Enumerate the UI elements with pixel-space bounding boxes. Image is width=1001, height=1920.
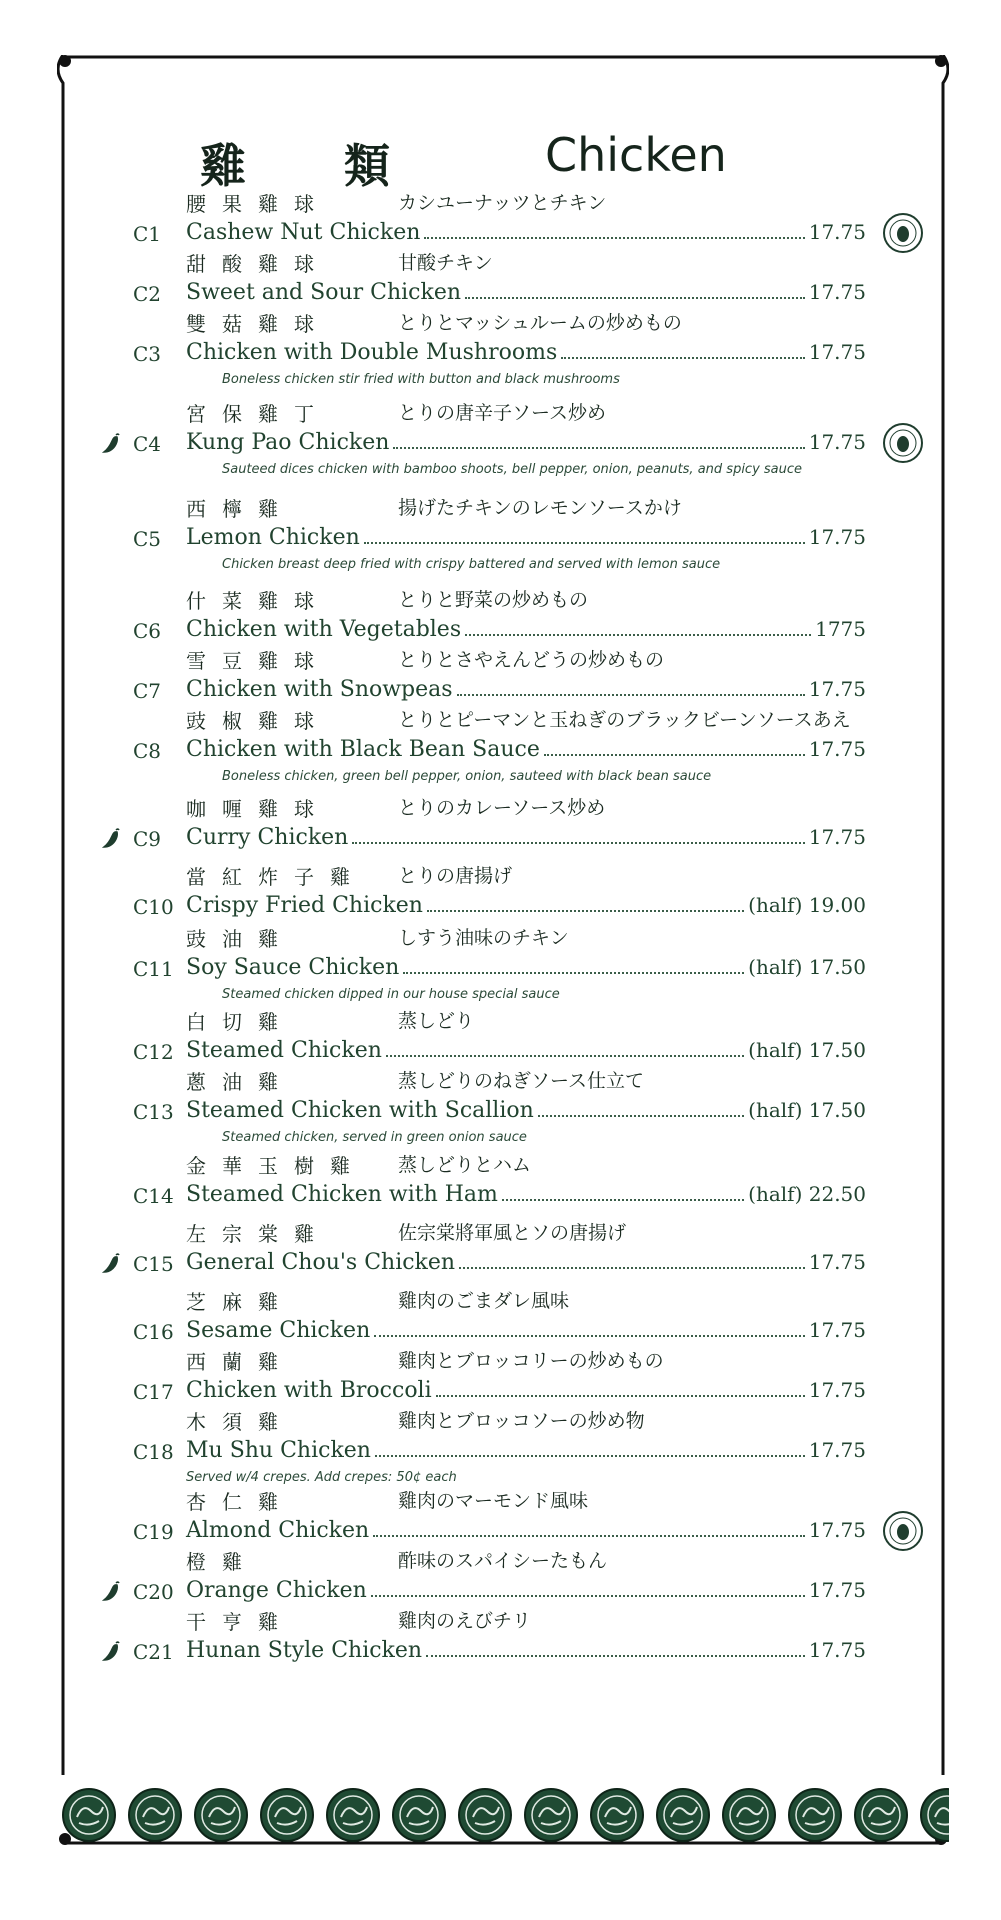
item-code: C1	[133, 222, 162, 246]
menu-item	[0, 192, 1001, 250]
menu-item	[0, 1010, 1001, 1068]
dragon-medallion-icon	[325, 1787, 381, 1843]
item-code: C4	[133, 432, 162, 456]
dragon-medallion-icon	[193, 1787, 249, 1843]
item-name-japanese: とりと野菜の炒めもの	[398, 589, 589, 611]
item-code: C2	[133, 282, 162, 306]
item-name-row	[186, 525, 866, 553]
item-name-chinese: 甜酸雞球	[186, 252, 330, 276]
menu-item	[0, 927, 1001, 1002]
item-name-row	[186, 1438, 866, 1466]
item-name-english: Sweet and Sour Chicken	[186, 280, 462, 305]
item-name-japanese: しすう油味のチキン	[398, 927, 569, 949]
dragon-medallion-icon	[655, 1787, 711, 1843]
item-price: 17.75	[808, 825, 866, 849]
menu-item	[0, 1490, 1001, 1548]
item-description: Steamed chicken, served in green onion sauce	[222, 1130, 527, 1145]
menu-item	[0, 1222, 1001, 1280]
item-code: C16	[133, 1320, 174, 1344]
menu-item	[0, 865, 1001, 923]
item-price: 17.75	[808, 1518, 866, 1542]
dot-leader	[424, 223, 804, 239]
dragon-medallion-icon	[127, 1787, 183, 1843]
item-name-row	[186, 955, 866, 983]
item-price: 17.75	[808, 1318, 866, 1342]
item-name-chinese: 白切雞	[186, 1010, 294, 1034]
item-name-english: Orange Chicken	[186, 1578, 367, 1603]
item-name-chinese: 橙雞	[186, 1550, 258, 1574]
item-name-english: Chicken with Broccoli	[186, 1378, 432, 1403]
item-code: C10	[133, 895, 174, 919]
dot-leader	[374, 1321, 804, 1337]
item-name-japanese: 雞肉のごまダレ風味	[398, 1290, 570, 1312]
item-price: 17.75	[808, 525, 866, 549]
item-name-row	[186, 893, 866, 921]
item-price: 17.75	[808, 737, 866, 761]
item-name-japanese: とりの唐揚げ	[398, 865, 513, 887]
item-name-chinese: 豉椒雞球	[186, 709, 330, 733]
item-code: C12	[133, 1040, 174, 1064]
item-name-row	[186, 430, 866, 458]
item-code: C5	[133, 527, 162, 551]
item-name-chinese: 西蘭雞	[186, 1350, 294, 1374]
dot-leader	[427, 896, 744, 912]
item-name-english: Steamed Chicken with Scallion	[186, 1098, 534, 1123]
item-price: 17.75	[808, 1378, 866, 1402]
item-name-row	[186, 737, 866, 765]
chili-pepper-icon	[102, 1252, 122, 1276]
dot-leader	[544, 740, 805, 756]
item-name-japanese: 蒸しどりのねぎソース仕立て	[398, 1070, 645, 1092]
item-price: 17.75	[808, 430, 866, 454]
item-code: C13	[133, 1100, 174, 1124]
dragon-medallion-icon	[853, 1787, 909, 1843]
item-price: 17.75	[808, 280, 866, 304]
dot-leader	[465, 283, 805, 299]
item-price: (half) 17.50	[748, 955, 866, 979]
menu-item	[0, 1550, 1001, 1608]
item-name-row	[186, 340, 866, 368]
item-name-japanese: 佐宗棠將軍風とソの唐揚げ	[398, 1222, 627, 1244]
item-code: C21	[133, 1640, 174, 1664]
item-name-chinese: 芝麻雞	[186, 1290, 294, 1314]
dot-leader	[459, 1253, 805, 1269]
item-name-chinese: 蔥油雞	[186, 1070, 294, 1094]
dot-leader	[538, 1101, 744, 1117]
item-name-chinese: 干亨雞	[186, 1610, 294, 1634]
item-name-english: Hunan Style Chicken	[186, 1638, 423, 1663]
item-code: C20	[133, 1580, 174, 1604]
item-description: Steamed chicken dipped in our house special sauce	[222, 987, 560, 1002]
item-name-japanese: 雞肉とブロッコリーの炒めもの	[398, 1350, 664, 1372]
item-name-english: Chicken with Black Bean Sauce	[186, 737, 540, 762]
item-name-chinese: 咖喱雞球	[186, 797, 330, 821]
item-name-chinese: 豉油雞	[186, 927, 294, 951]
item-price: 17.75	[808, 340, 866, 364]
item-name-row	[186, 1638, 866, 1666]
dot-leader	[393, 433, 804, 449]
item-name-chinese: 什菜雞球	[186, 589, 330, 613]
item-name-row	[186, 1182, 866, 1210]
item-name-row	[186, 617, 866, 645]
item-name-row	[186, 220, 866, 248]
item-code: C9	[133, 827, 162, 851]
item-name-english: Mu Shu Chicken	[186, 1438, 371, 1463]
item-name-japanese: 蒸しどりとハム	[398, 1154, 532, 1176]
item-name-english: Sesame Chicken	[186, 1318, 371, 1343]
item-name-japanese: とりの唐辛子ソース炒め	[398, 402, 607, 424]
item-name-japanese: とりとさやえんどうの炒めもの	[398, 649, 665, 671]
dot-leader	[375, 1441, 805, 1457]
dragon-medallion-icon	[523, 1787, 579, 1843]
menu-item	[0, 1070, 1001, 1145]
item-name-english: Crispy Fried Chicken	[186, 893, 423, 918]
dragon-medallion-icon	[589, 1787, 645, 1843]
item-name-chinese: 金華玉樹雞	[186, 1154, 366, 1178]
dot-leader	[457, 680, 805, 696]
menu-item	[0, 497, 1001, 572]
item-name-english: Steamed Chicken	[186, 1038, 382, 1063]
dragon-medallion-icon	[61, 1787, 117, 1843]
item-description: Boneless chicken, green bell pepper, onion, sauteed with black bean sauce	[222, 769, 712, 784]
item-price: 17.75	[808, 1578, 866, 1602]
dragon-medallion-icon	[457, 1787, 513, 1843]
menu-item	[0, 589, 1001, 647]
item-name-japanese: 雞肉とブロッコソーの炒め物	[398, 1410, 645, 1432]
dragon-medallion-icon	[787, 1787, 843, 1843]
item-price: (half) 17.50	[748, 1038, 866, 1062]
item-code: C17	[133, 1380, 174, 1404]
dot-leader	[426, 1641, 805, 1657]
item-name-chinese: 木須雞	[186, 1410, 294, 1434]
item-name-row	[186, 1250, 866, 1278]
item-name-chinese: 當紅炸子雞	[186, 865, 366, 889]
dragon-medallion-icon	[259, 1787, 315, 1843]
item-name-japanese: 酢味のスパイシーたもん	[398, 1550, 608, 1572]
dot-leader	[465, 620, 811, 636]
menu-item	[0, 1290, 1001, 1348]
title-english: Chicken	[545, 128, 727, 182]
item-code: C15	[133, 1252, 174, 1276]
item-description: Chicken breast deep fried with crispy battered and served with lemon sauce	[222, 557, 721, 572]
item-name-english: Lemon Chicken	[186, 525, 360, 550]
item-name-row	[186, 677, 866, 705]
menu-item	[0, 252, 1001, 310]
item-description: Served w/4 crepes. Add crepes: 50¢ each	[186, 1470, 457, 1485]
item-name-japanese: とりとピーマンと玉ねぎのブラックビーンソースあえ	[398, 709, 851, 731]
dragon-medallion-icon	[391, 1787, 447, 1843]
item-code: C3	[133, 342, 162, 366]
item-description: Sauteed dices chicken with bamboo shoots, bell pepper, onion, peanuts, and spicy sauce	[222, 462, 803, 477]
menu-item	[0, 797, 1001, 855]
dot-leader	[403, 958, 744, 974]
item-name-english: Steamed Chicken with Ham	[186, 1182, 498, 1207]
item-price: (half) 17.50	[748, 1098, 866, 1122]
item-name-japanese: 雞肉のえびチリ	[398, 1610, 532, 1632]
item-price: 17.75	[808, 220, 866, 244]
dot-leader	[386, 1041, 744, 1057]
chili-pepper-icon	[102, 1580, 122, 1604]
dot-leader	[436, 1381, 805, 1397]
item-name-row	[186, 1378, 866, 1406]
item-name-chinese: 宮保雞丁	[186, 402, 330, 426]
item-name-english: Cashew Nut Chicken	[186, 220, 421, 245]
dot-leader	[352, 828, 804, 844]
menu-item	[0, 1350, 1001, 1408]
item-description: Boneless chicken stir fried with button and black mushrooms	[222, 372, 620, 387]
item-name-japanese: とりのカレーソース炒め	[398, 797, 606, 819]
item-price: 17.75	[808, 1438, 866, 1462]
item-price: (half) 22.50	[748, 1182, 866, 1206]
dot-leader	[373, 1521, 805, 1537]
item-name-japanese: 甘酸チキン	[398, 252, 493, 274]
item-name-row	[186, 1578, 866, 1606]
item-name-japanese: 雞肉のマーモンド風味	[398, 1490, 589, 1512]
item-code: C6	[133, 619, 162, 643]
dot-leader	[502, 1185, 744, 1201]
item-price: (half) 19.00	[748, 893, 866, 917]
dot-leader	[364, 528, 805, 544]
item-name-chinese: 腰果雞球	[186, 192, 330, 216]
item-code: C18	[133, 1440, 174, 1464]
item-name-english: Almond Chicken	[186, 1518, 370, 1543]
item-name-japanese: とりとマッシュルームの炒めもの	[398, 312, 682, 334]
contains-nuts-icon	[882, 212, 924, 254]
menu-item	[0, 1610, 1001, 1668]
menu-item	[0, 312, 1001, 387]
dot-leader	[561, 343, 804, 359]
footer-medallion-border	[57, 1783, 949, 1845]
menu-item	[0, 709, 1001, 784]
item-name-english: Kung Pao Chicken	[186, 430, 390, 455]
dragon-medallion-icon	[919, 1787, 949, 1843]
menu-item	[0, 649, 1001, 707]
item-name-row	[186, 1518, 866, 1546]
menu-item	[0, 402, 1001, 477]
item-name-row	[186, 1098, 866, 1126]
item-name-row	[186, 280, 866, 308]
item-price: 1775	[815, 617, 866, 641]
item-price: 17.75	[808, 677, 866, 701]
item-name-chinese: 雙菇雞球	[186, 312, 330, 336]
chili-pepper-icon	[102, 827, 122, 851]
item-name-japanese: カシユーナッツとチキン	[398, 192, 607, 214]
item-code: C11	[133, 957, 174, 981]
item-name-row	[186, 1318, 866, 1346]
item-code: C8	[133, 739, 162, 763]
item-name-chinese: 杏仁雞	[186, 1490, 294, 1514]
item-name-row	[186, 825, 866, 853]
menu-item	[0, 1154, 1001, 1212]
item-name-japanese: 蒸しどり	[398, 1010, 475, 1032]
item-name-english: Chicken with Double Mushrooms	[186, 340, 558, 365]
item-price: 17.75	[808, 1638, 866, 1662]
menu-item	[0, 1410, 1001, 1485]
item-code: C19	[133, 1520, 174, 1544]
dragon-medallion-icon	[721, 1787, 777, 1843]
item-code: C14	[133, 1184, 174, 1208]
item-name-row	[186, 1038, 866, 1066]
item-price: 17.75	[808, 1250, 866, 1274]
dot-leader	[371, 1581, 805, 1597]
contains-nuts-icon	[882, 1510, 924, 1552]
item-name-english: Chicken with Snowpeas	[186, 677, 453, 702]
contains-nuts-icon	[882, 422, 924, 464]
item-name-english: Soy Sauce Chicken	[186, 955, 400, 980]
item-name-chinese: 雪豆雞球	[186, 649, 330, 673]
item-name-chinese: 西檸雞	[186, 497, 294, 521]
chili-pepper-icon	[102, 1640, 122, 1664]
item-name-english: Curry Chicken	[186, 825, 349, 850]
item-code: C7	[133, 679, 162, 703]
item-name-chinese: 左宗棠雞	[186, 1222, 330, 1246]
chili-pepper-icon	[102, 432, 122, 456]
title-chinese: 雞 類	[200, 139, 416, 193]
item-name-japanese: 揚げたチキンのレモンソースかけ	[398, 497, 682, 519]
item-name-english: Chicken with Vegetables	[186, 617, 462, 642]
item-name-english: General Chou's Chicken	[186, 1250, 456, 1275]
